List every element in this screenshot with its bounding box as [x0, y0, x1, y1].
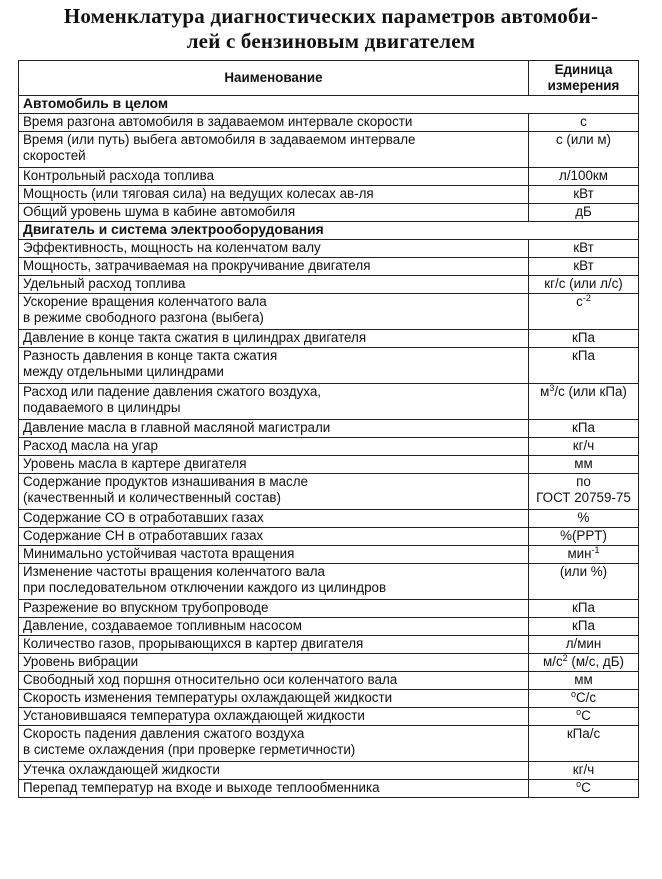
unit-line [533, 114, 634, 130]
unit-line [533, 528, 634, 544]
unit-text: кг/ч [572, 438, 595, 453]
unit-line [533, 186, 634, 202]
parameter-unit [529, 420, 639, 438]
unit-text: С [581, 708, 591, 723]
unit-text: л/100км [559, 168, 608, 183]
unit-line [533, 438, 634, 454]
table-row [19, 294, 639, 330]
unit-text: м/с [543, 654, 563, 669]
parameter-unit [529, 294, 639, 330]
parameter-name [19, 294, 529, 330]
unit-superscript: -1 [591, 545, 600, 555]
unit-line [533, 636, 634, 652]
parameter-name-line: Утечка охлаждающей жидкости [23, 762, 220, 777]
unit-text: дБ [575, 204, 592, 219]
unit-line [533, 384, 634, 400]
parameter-unit [529, 726, 639, 762]
parameter-unit [529, 186, 639, 204]
parameter-unit [529, 636, 639, 654]
unit-superscript: о [576, 779, 582, 789]
parameter-name-line: Разность давления в конце такта сжатия [23, 348, 278, 363]
parameter-name [19, 708, 529, 726]
unit-superscript: о [570, 689, 576, 699]
table-row [19, 474, 639, 510]
unit-line [533, 456, 634, 472]
unit-text: с [576, 294, 583, 309]
table-row [19, 564, 639, 600]
unit-text: с (или м) [555, 132, 612, 147]
section-row [19, 222, 639, 240]
parameter-name-line: Перепад температур на входе и выходе теплообменника [23, 780, 380, 795]
parameter-name-line: Ускорение вращения коленчатого вала [23, 294, 267, 309]
parameter-name-line: Время разгона автомобиля в задаваемом интервале скорости [23, 114, 413, 129]
unit-line [533, 780, 634, 796]
parameter-name [19, 780, 529, 798]
column-header-unit-line-2: измерения [547, 78, 620, 93]
table-row [19, 348, 639, 384]
unit-text: %(PPT) [560, 528, 607, 543]
table-row [19, 258, 639, 276]
table-row [19, 546, 639, 564]
parameter-unit [529, 456, 639, 474]
unit-superscript: 2 [562, 653, 568, 663]
unit-text: кг/ч [572, 762, 595, 777]
parameter-name [19, 420, 529, 438]
document-title [0, 4, 662, 54]
table-body [19, 96, 639, 798]
parameter-name-line: Давление, создаваемое топливным насосом [23, 618, 302, 633]
unit-text: кПа [572, 420, 595, 435]
parameter-name-line: Время (или путь) выбега автомобиля в задаваемом интервале [23, 132, 416, 147]
parameter-unit [529, 258, 639, 276]
table-row [19, 420, 639, 438]
parameter-name-line: при последовательном отключении каждого из цилиндров [23, 580, 387, 595]
unit-line [533, 330, 634, 346]
parameter-name [19, 474, 529, 510]
unit-line [533, 258, 634, 274]
table-row [19, 276, 639, 294]
table-row [19, 384, 639, 420]
parameter-name-line: Количество газов, прорывающихся в картер двигателя [23, 636, 364, 651]
table-row [19, 636, 639, 654]
parameter-unit [529, 780, 639, 798]
unit-superscript: 3 [549, 383, 555, 393]
unit-text: м [540, 384, 550, 399]
parameter-name-line: Мощность, затрачиваемая на прокручивание двигателя [23, 258, 371, 273]
parameter-name [19, 132, 529, 168]
parameter-unit [529, 132, 639, 168]
parameter-unit [529, 690, 639, 708]
parameter-name-line: Контрольный расхода топлива [23, 168, 215, 183]
parameter-name [19, 762, 529, 780]
parameter-name-line: Минимально устойчивая частота вращения [23, 546, 295, 561]
unit-line [533, 474, 634, 490]
unit-line [533, 276, 634, 292]
unit-line [533, 618, 634, 634]
parameter-name [19, 654, 529, 672]
table-row [19, 204, 639, 222]
parameter-name [19, 114, 529, 132]
unit-line [533, 204, 634, 220]
parameter-name-line: Установившаяся температура охлаждающей жидкости [23, 708, 365, 723]
unit-line [533, 510, 634, 526]
parameter-unit [529, 168, 639, 186]
parameter-name [19, 330, 529, 348]
parameter-name [19, 258, 529, 276]
parameter-name-line: Уровень вибрации [23, 654, 139, 669]
unit-text: (или %) [559, 564, 608, 579]
table-header-row [19, 61, 639, 96]
unit-text: кВт [573, 240, 594, 255]
unit-superscript: -2 [582, 293, 591, 303]
unit-text-tail: (м/с, дБ) [567, 654, 624, 669]
parameter-name-line: Давление в конце такта сжатия в цилиндрах двигателя [23, 330, 367, 345]
title-line-1: Номенклатура диагностических параметров автомоби- [63, 4, 599, 28]
unit-line [533, 726, 634, 742]
unit-text: кг/с (или л/с) [544, 276, 623, 291]
parameter-name-line: скоростей [23, 148, 86, 163]
parameter-name [19, 726, 529, 762]
table-row [19, 510, 639, 528]
parameter-name-line: Давление масла в главной масляной магистрали [23, 420, 331, 435]
unit-text: С/с [575, 690, 597, 705]
table-row [19, 618, 639, 636]
parameter-unit [529, 528, 639, 546]
unit-text: кВт [573, 258, 594, 273]
parameter-unit [529, 276, 639, 294]
parameter-unit [529, 546, 639, 564]
unit-text: кПа [572, 348, 595, 363]
parameter-name [19, 510, 529, 528]
table-row [19, 690, 639, 708]
parameter-unit [529, 708, 639, 726]
parameter-name [19, 672, 529, 690]
parameter-name-line: Расход масла на угар [23, 438, 158, 453]
parameter-name-line: Эффективность, мощность на коленчатом валу [23, 240, 321, 255]
unit-line [533, 762, 634, 778]
unit-text: кПа/с [566, 726, 601, 741]
unit-line [533, 240, 634, 256]
parameter-unit [529, 600, 639, 618]
unit-line-2: ГОСТ 20759-75 [536, 490, 631, 505]
parameter-name-line: Скорость изменения температуры охлаждающей жидкости [23, 690, 393, 705]
parameter-name [19, 384, 529, 420]
parameter-name-line: Содержание СО в отработавших газах [23, 510, 264, 525]
unit-text: кПа [572, 618, 595, 633]
table-row [19, 330, 639, 348]
unit-text: мм [574, 456, 593, 471]
unit-text: по [576, 474, 591, 489]
unit-text: кПа [572, 600, 595, 615]
parameter-name [19, 546, 529, 564]
parameter-name-line: Расход или падение давления сжатого воздуха, [23, 384, 321, 399]
unit-line [533, 294, 634, 310]
table-row [19, 186, 639, 204]
section-row [19, 96, 639, 114]
parameter-name [19, 564, 529, 600]
unit-text: мин [567, 546, 592, 561]
table-row [19, 528, 639, 546]
parameter-unit [529, 654, 639, 672]
unit-text: кВт [573, 186, 594, 201]
parameter-name-line: Содержание продуктов изнашивания в масле [23, 474, 308, 489]
column-header-name: Наименование [19, 61, 529, 96]
table-row [19, 600, 639, 618]
parameter-name [19, 168, 529, 186]
parameter-unit [529, 330, 639, 348]
parameter-name-line: в системе охлаждения (при проверке герметичности) [23, 742, 356, 757]
parameter-name [19, 348, 529, 384]
unit-text: л/мин [565, 636, 602, 651]
table-row [19, 114, 639, 132]
parameter-name [19, 204, 529, 222]
table-row [19, 726, 639, 762]
parameter-name-line: Изменение частоты вращения коленчатого вала [23, 564, 326, 579]
parameter-unit [529, 762, 639, 780]
parameter-name [19, 690, 529, 708]
parameter-unit [529, 438, 639, 456]
table-row [19, 672, 639, 690]
parameter-name-line: Уровень масла в картере двигателя [23, 456, 247, 471]
unit-line [533, 168, 634, 184]
column-header-unit-line-1: Единица [554, 62, 613, 77]
parameter-unit [529, 672, 639, 690]
table-row [19, 240, 639, 258]
parameter-name-line: подаваемого в цилиндры [23, 400, 181, 415]
parameter-name [19, 438, 529, 456]
unit-text-tail: /с (или кПа) [554, 384, 627, 399]
unit-text: кПа [572, 330, 595, 345]
parameter-unit [529, 348, 639, 384]
parameter-name-line: (качественный и количественный состав) [23, 490, 281, 505]
table-row [19, 780, 639, 798]
parameters-table [18, 60, 639, 798]
parameter-name-line: Разрежение во впускном трубопроводе [23, 600, 269, 615]
table-row [19, 132, 639, 168]
parameter-name [19, 636, 529, 654]
parameter-name [19, 618, 529, 636]
parameter-name-line: Скорость падения давления сжатого воздуха [23, 726, 305, 741]
parameter-name [19, 600, 529, 618]
table-row [19, 762, 639, 780]
parameter-unit [529, 384, 639, 420]
parameter-unit [529, 204, 639, 222]
parameter-name-line: Мощность (или тяговая сила) на ведущих колесах ав-ля [23, 186, 374, 201]
table-row [19, 168, 639, 186]
unit-line [533, 420, 634, 436]
unit-line [533, 546, 634, 562]
table-row [19, 654, 639, 672]
unit-line [533, 672, 634, 688]
unit-line [533, 132, 634, 148]
parameter-unit [529, 474, 639, 510]
parameter-name-line: Удельный расход топлива [23, 276, 186, 291]
parameter-name-line: Содержание СН в отработавших газах [23, 528, 264, 543]
parameter-unit [529, 114, 639, 132]
section-title: Автомобиль в целом [19, 96, 639, 114]
unit-line [533, 708, 634, 724]
parameter-unit [529, 564, 639, 600]
unit-superscript: о [576, 707, 582, 717]
parameter-name-line: между отдельными цилиндрами [23, 364, 224, 379]
table-row [19, 456, 639, 474]
parameter-unit [529, 618, 639, 636]
parameter-name-line: Общий уровень шума в кабине автомобиля [23, 204, 296, 219]
parameter-name [19, 186, 529, 204]
unit-text: С [581, 780, 591, 795]
unit-text: мм [574, 672, 593, 687]
unit-text: % [577, 510, 590, 525]
title-line-2: лей с бензиновым двигателем [186, 29, 476, 53]
unit-line [533, 690, 634, 706]
unit-line [533, 348, 634, 364]
table-row [19, 438, 639, 456]
parameter-name [19, 456, 529, 474]
parameter-name [19, 240, 529, 258]
parameter-unit [529, 240, 639, 258]
parameter-name-line: Свободный ход поршня относительно оси коленчатого вала [23, 672, 398, 687]
parameter-name [19, 528, 529, 546]
parameter-name-line: в режиме свободного разгона (выбега) [23, 310, 264, 325]
unit-text: с [580, 114, 587, 129]
section-title: Двигатель и система электрооборудования [19, 222, 639, 240]
table-row [19, 708, 639, 726]
unit-line [533, 600, 634, 616]
unit-line [533, 654, 634, 670]
column-header-unit [529, 61, 639, 96]
parameter-unit [529, 510, 639, 528]
parameter-name [19, 276, 529, 294]
unit-line [533, 564, 634, 580]
